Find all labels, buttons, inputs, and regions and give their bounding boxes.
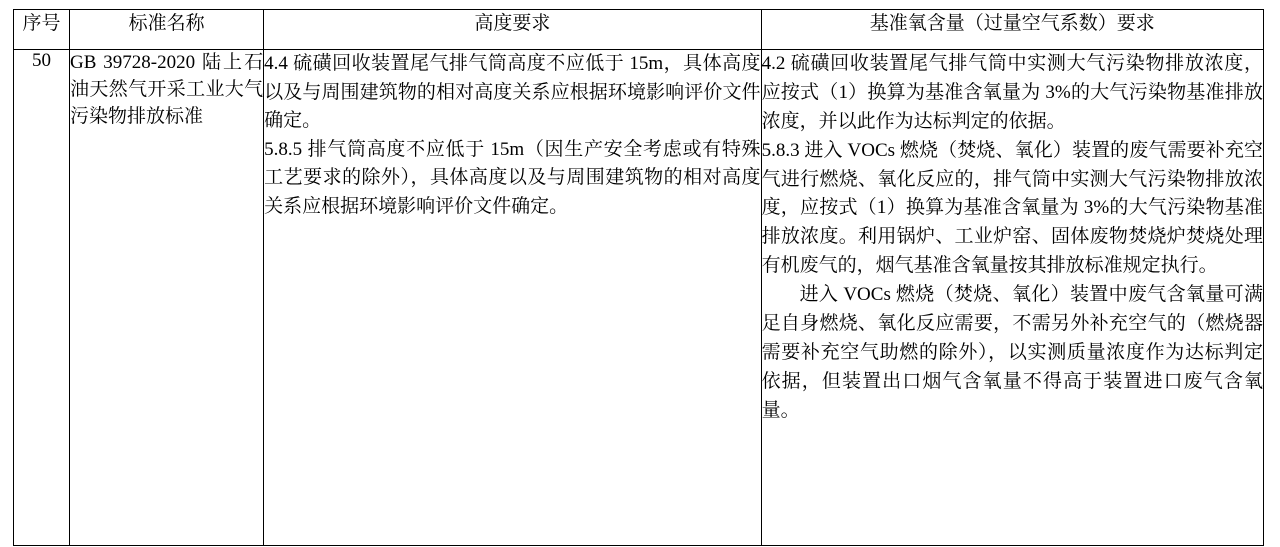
cell-height-requirement xyxy=(264,50,761,546)
cell-index: 50 xyxy=(14,50,70,546)
column-header-index: 序号 xyxy=(14,10,70,50)
oxygen-paragraph-3: 进入 VOCs 燃烧（焚烧、氧化）装置中废气含氧量可满足自身燃烧、氧化反应需要，不需另外补充空气的（燃烧器需要补充空气助燃的除外），以实测质量浓度作为达标判定依据，但装置出口烟气含氧量不得高于装置进口废气含氧量。 xyxy=(761,284,1263,421)
height-paragraph-1: 4.4 硫磺回收装置尾气排气筒高度不应低于 15m，具体高度以及与周围建筑物的相对高度关系应根据环境影响评价文件确定。 xyxy=(264,53,761,131)
table-header xyxy=(14,10,1264,50)
standards-table xyxy=(13,9,1264,546)
table-row xyxy=(14,50,1264,546)
table-body xyxy=(14,50,1264,546)
column-header-height-requirement: 高度要求 xyxy=(264,10,761,50)
cell-oxygen-requirement xyxy=(761,50,1263,546)
column-header-oxygen-requirement: 基准氧含量（过量空气系数）要求 xyxy=(761,10,1263,50)
height-paragraph-2: 5.8.5 排气筒高度不应低于 15m（因生产安全考虑或有特殊工艺要求的除外），具体高度以及与周围建筑物的相对高度关系应根据环境影响评价文件确定。 xyxy=(264,138,761,217)
oxygen-paragraph-1: 4.2 硫磺回收装置尾气排气筒中实测大气污染物排放浓度，应按式（1）换算为基准含氧量为 3%的大气污染物基准排放浓度，并以此作为达标判定的依据。 xyxy=(761,53,1263,132)
oxygen-paragraph-2: 5.8.3 进入 VOCs 燃烧（焚烧、氧化）装置的废气需要补充空气进行燃烧、氧化反应的，排气筒中实测大气污染物排放浓度，应按式（1）换算为基准含氧量为 3%的大气污染物基准排放浓度。利用锅炉、工业炉窑、固体废物焚烧炉焚烧处理有机废气的，烟气基准含氧量按其排放标准规定执行。 xyxy=(761,139,1263,277)
cell-standard-name: GB 39728-2020 陆上石油天然气开采工业大气污染物排放标准 xyxy=(70,50,264,546)
table-header-row xyxy=(14,10,1264,50)
column-header-standard-name: 标准名称 xyxy=(70,10,264,50)
